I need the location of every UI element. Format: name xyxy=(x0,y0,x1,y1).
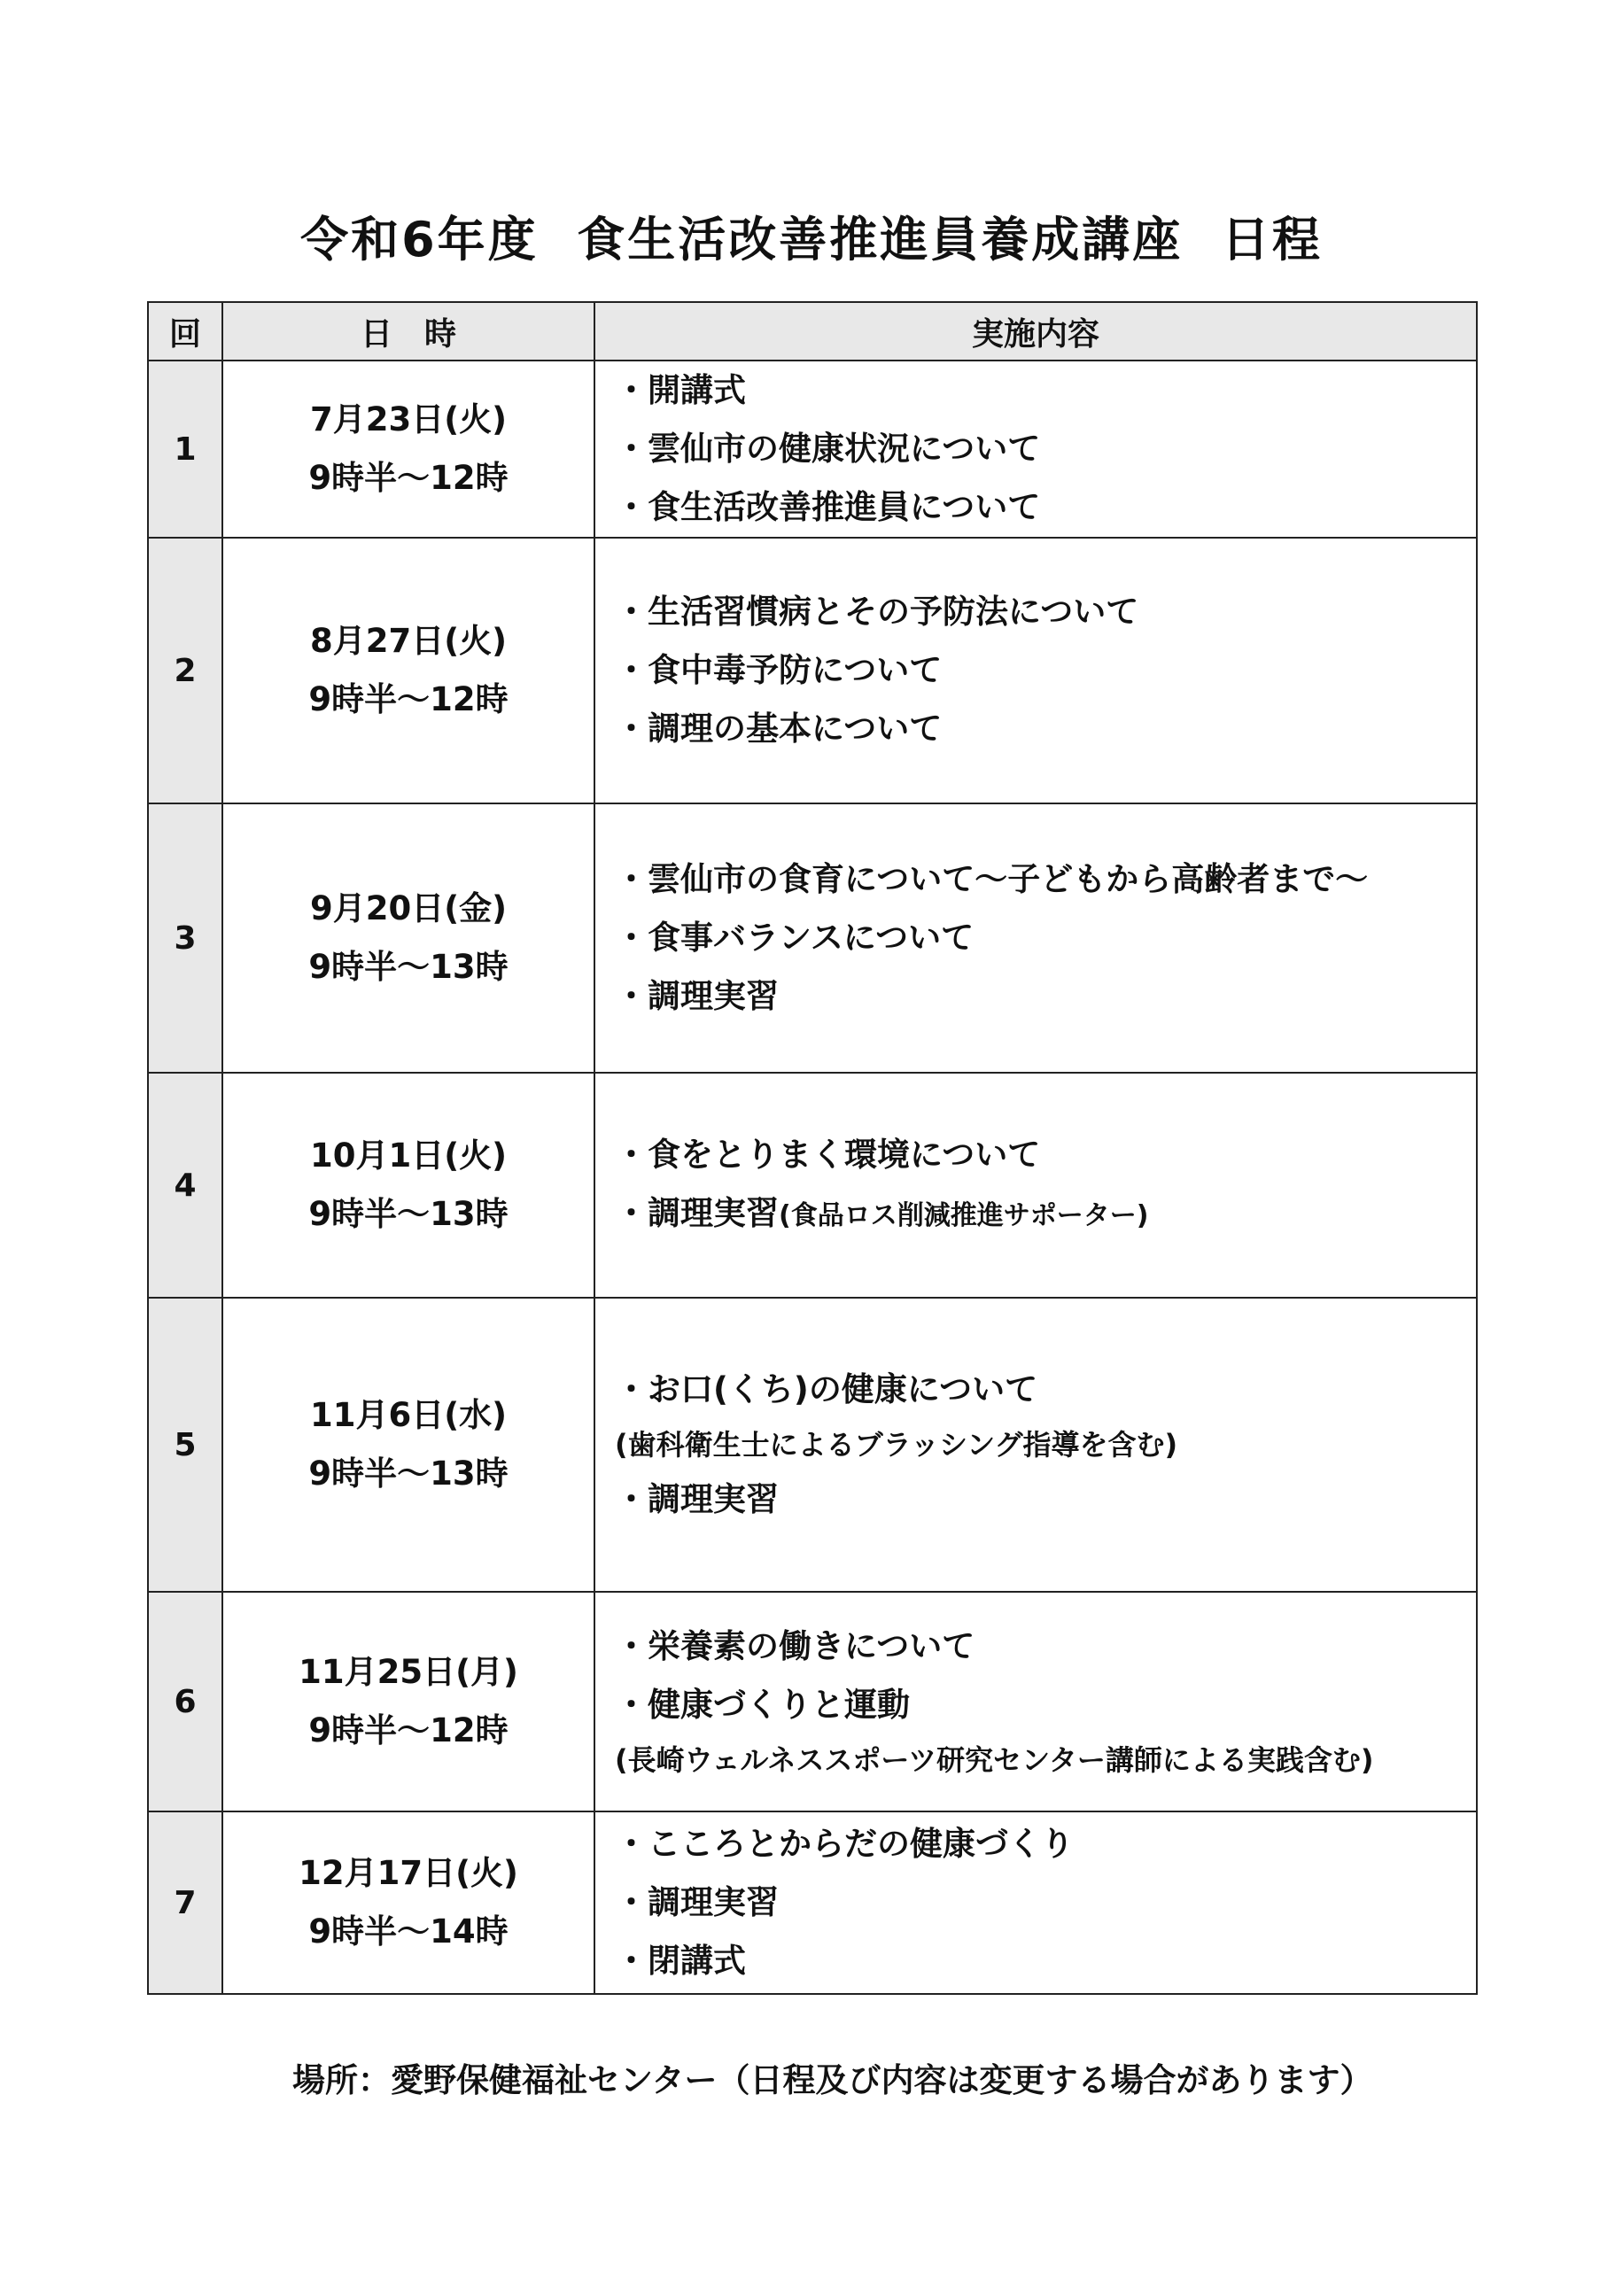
table-header-row xyxy=(148,302,1477,361)
content-item: ・食中毒予防について xyxy=(615,651,943,689)
content-item: ・食事バランスについて xyxy=(615,919,975,957)
content-item: ・調理実習 xyxy=(615,1883,779,1921)
content-item: ・健康づくりと運動 xyxy=(615,1686,910,1724)
content-item: ・食をとりまく環境について xyxy=(615,1135,1041,1174)
table-row xyxy=(148,1298,1477,1592)
session-datetime xyxy=(222,538,594,803)
schedule-table xyxy=(147,301,1478,1995)
session-date: 11月25日(月) xyxy=(299,1653,518,1691)
session-date: 8月27日(火) xyxy=(309,622,508,660)
session-date: 9月20日(金) xyxy=(309,889,508,927)
header-datetime: 日 時 xyxy=(222,302,594,361)
content-item-note: (食品ロス削減推進サポーター) xyxy=(779,1199,1149,1231)
round-number: 1 xyxy=(148,361,222,538)
content-item: ・調理実習 xyxy=(615,977,779,1015)
content-item: ・栄養素の働きについて xyxy=(615,1627,975,1665)
content-item-main: ・調理実習 xyxy=(615,1193,779,1232)
session-content xyxy=(594,1592,1477,1811)
venue-note: 場所：愛野保健福祉センター（日程及び内容は変更する場合があります） xyxy=(292,2061,1373,2099)
session-time: 9時半～13時 xyxy=(308,1195,509,1233)
session-time: 9時半～12時 xyxy=(308,459,509,497)
session-datetime xyxy=(222,1592,594,1811)
round-number: 2 xyxy=(148,538,222,803)
session-datetime xyxy=(222,1811,594,1994)
header-content: 実施内容 xyxy=(594,302,1477,361)
session-date: 7月23日(火) xyxy=(309,400,508,438)
session-time: 9時半～13時 xyxy=(308,948,509,986)
round-number: 4 xyxy=(148,1073,222,1298)
session-content xyxy=(594,1298,1477,1592)
content-item-note: (歯科衛生士によるブラッシング指導を含む) xyxy=(615,1428,1178,1462)
table-row xyxy=(148,803,1477,1073)
content-item: ・食生活改善推進員について xyxy=(615,488,1041,526)
session-date: 11月6日(水) xyxy=(309,1396,508,1434)
session-time: 9時半～13時 xyxy=(308,1454,509,1493)
content-item: ・生活習慣病とその予防法について xyxy=(615,593,1139,631)
content-item xyxy=(615,1184,1476,1245)
session-date: 10月1日(火) xyxy=(309,1136,508,1175)
table-row xyxy=(148,1811,1477,1994)
round-number: 7 xyxy=(148,1811,222,1994)
session-content xyxy=(594,1811,1477,1994)
table-row xyxy=(148,538,1477,803)
session-time: 9時半～14時 xyxy=(308,1912,509,1951)
page-title: 令和6年度 食生活改善推進員養成講座 日程 xyxy=(300,212,1323,268)
table-row xyxy=(148,361,1477,538)
content-item: ・調理実習 xyxy=(615,1480,779,1518)
round-number: 5 xyxy=(148,1298,222,1592)
content-item-note: (長崎ウェルネススポーツ研究センター講師による実践含む) xyxy=(615,1743,1374,1777)
session-content xyxy=(594,1073,1477,1298)
session-date: 12月17日(火) xyxy=(299,1854,518,1892)
table-row xyxy=(148,1073,1477,1298)
content-item: ・調理の基本について xyxy=(615,710,943,748)
session-time: 9時半～12時 xyxy=(308,1711,509,1749)
session-datetime xyxy=(222,1298,594,1592)
round-number: 6 xyxy=(148,1592,222,1811)
session-datetime xyxy=(222,361,594,538)
session-time: 9時半～12時 xyxy=(308,680,509,718)
round-number: 3 xyxy=(148,803,222,1073)
session-datetime xyxy=(222,803,594,1073)
session-content xyxy=(594,538,1477,803)
content-item: ・こころとからだの健康づくり xyxy=(615,1825,1074,1863)
session-datetime xyxy=(222,1073,594,1298)
content-item: ・雲仙市の食育について～子どもから高齢者まで～ xyxy=(615,860,1369,898)
session-content xyxy=(594,803,1477,1073)
header-round: 回 xyxy=(148,302,222,361)
content-item: ・お口(くち)の健康について xyxy=(615,1370,1038,1408)
content-item: ・閉講式 xyxy=(615,1942,746,1980)
table-row xyxy=(148,1592,1477,1811)
content-item: ・開講式 xyxy=(615,371,746,409)
session-content xyxy=(594,361,1477,538)
content-item: ・雲仙市の健康状況について xyxy=(615,430,1041,468)
